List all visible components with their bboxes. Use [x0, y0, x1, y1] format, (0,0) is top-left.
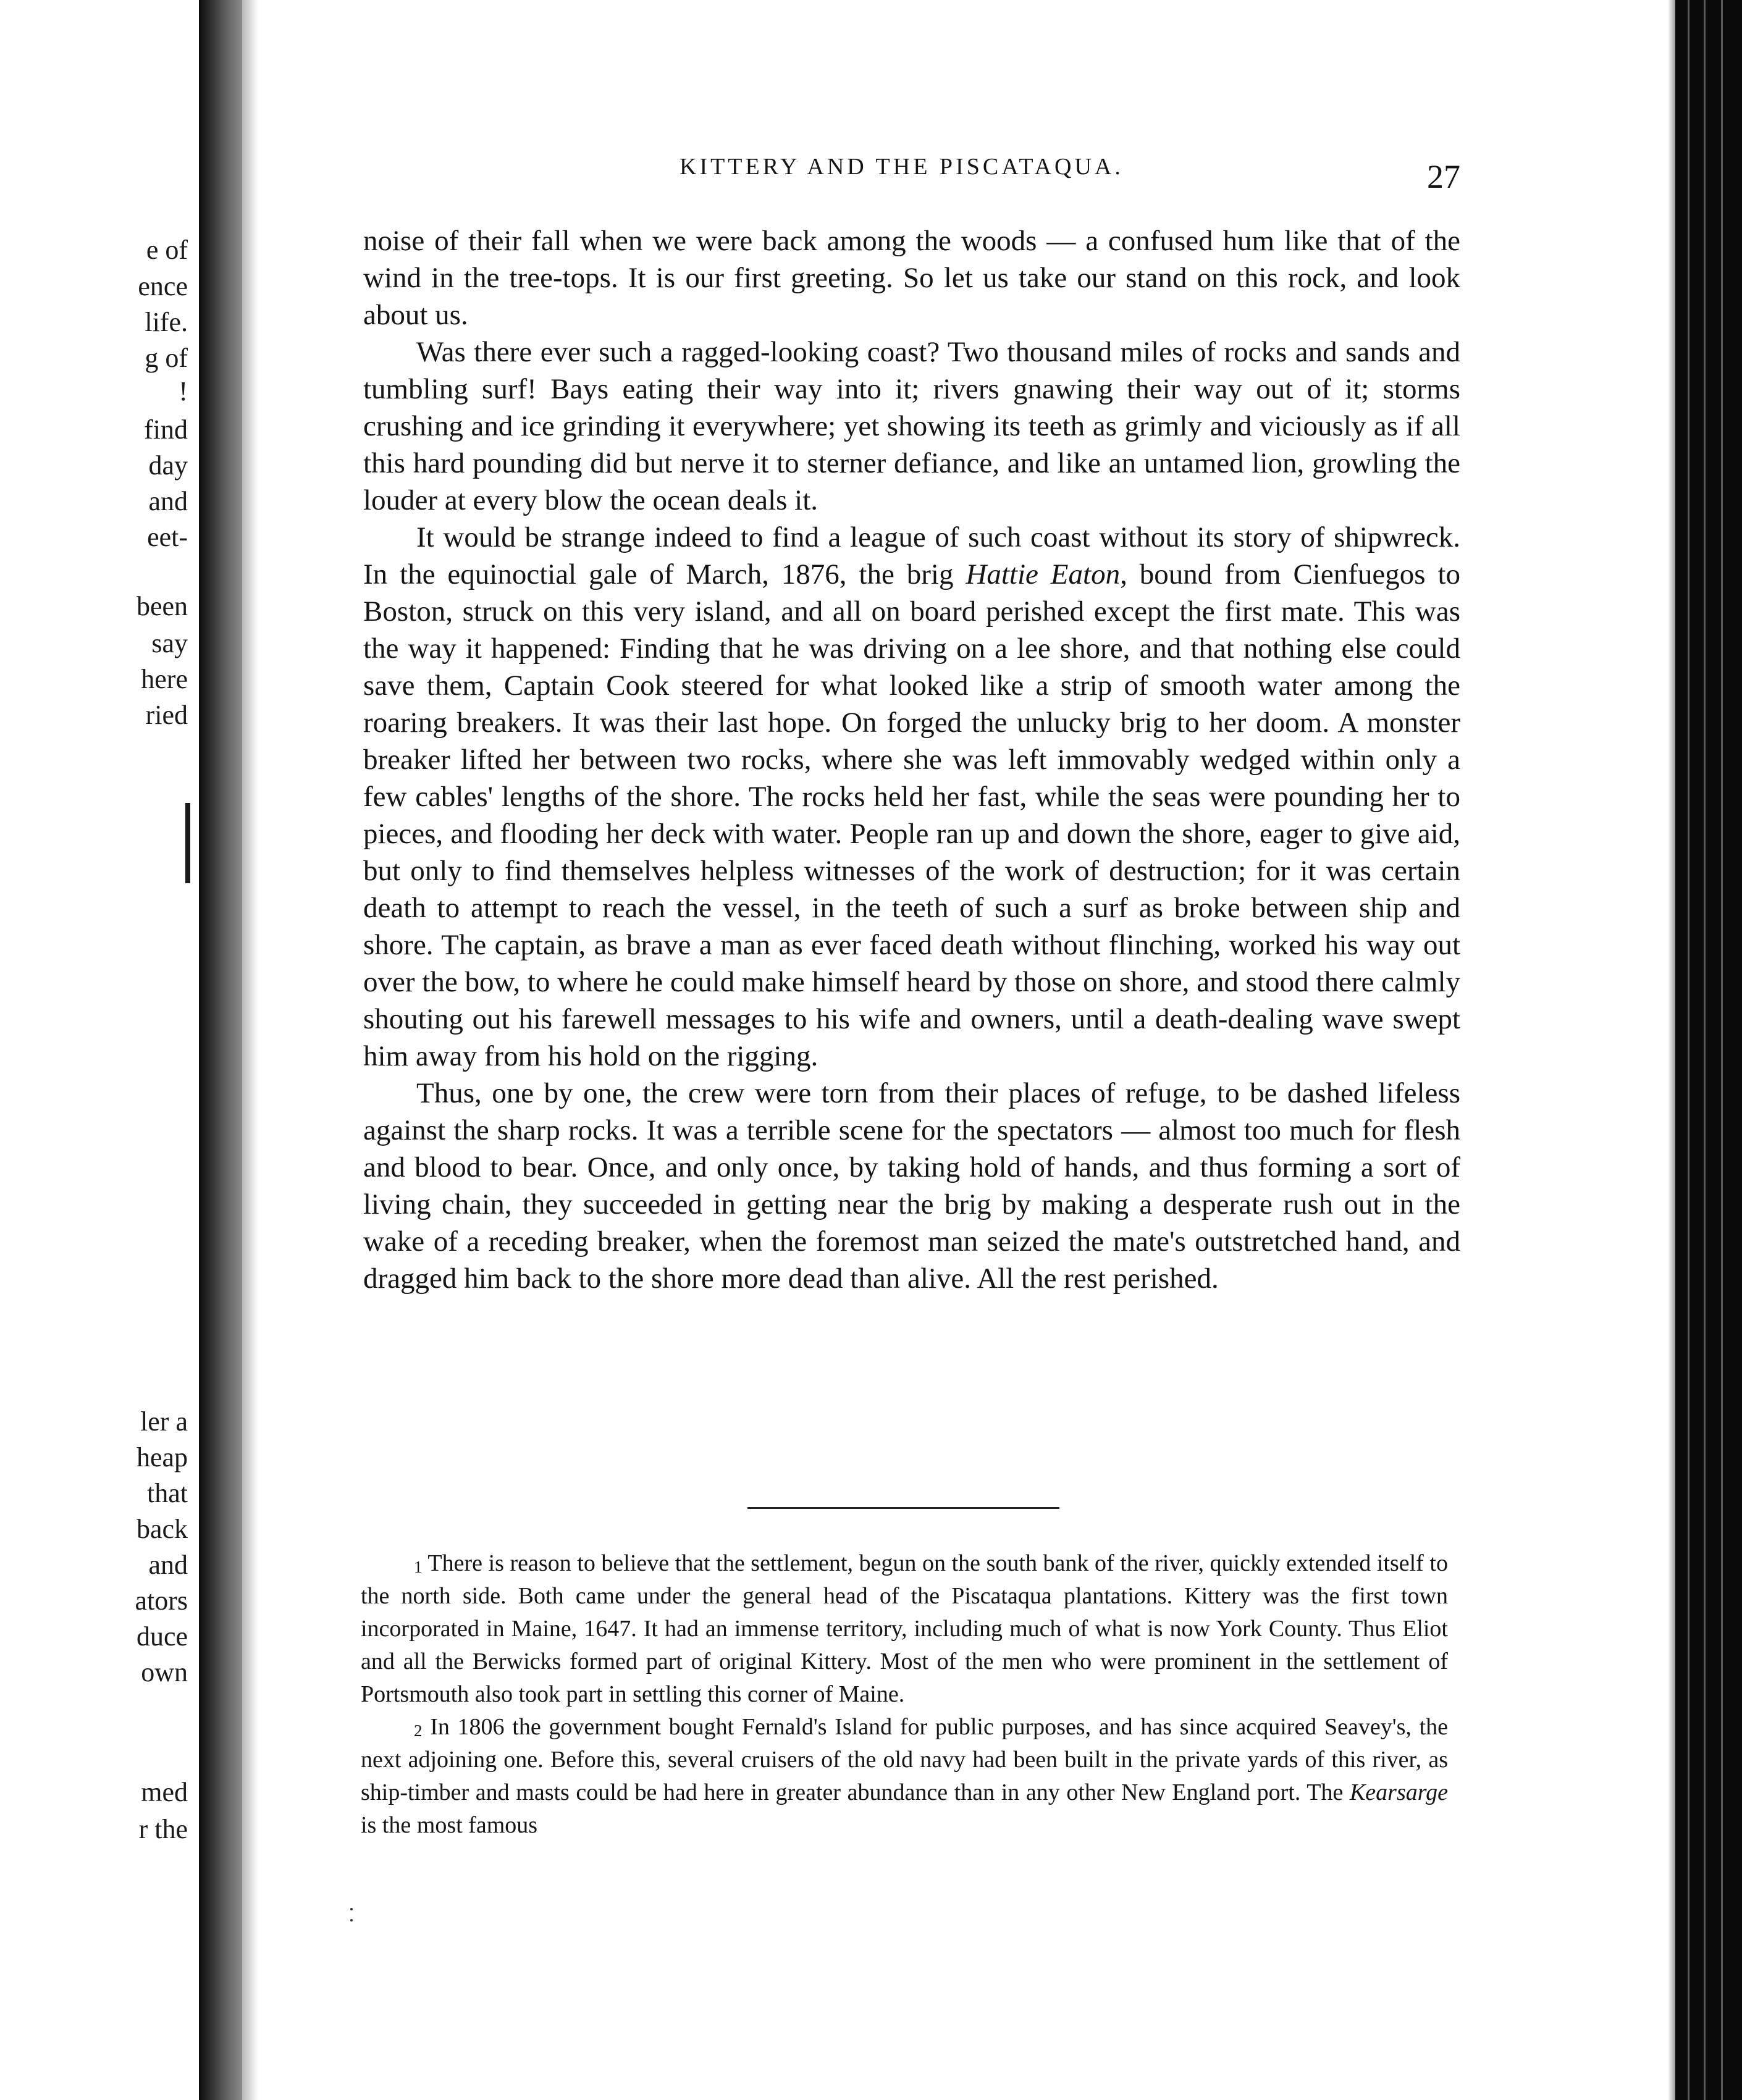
- body-paragraph: [363, 519, 1460, 1075]
- facing-page-fragment: day: [148, 450, 188, 481]
- facing-page-fragment: !: [179, 376, 188, 406]
- facing-page-bracket-mark: [185, 803, 190, 883]
- text-run: is the most famous: [361, 1812, 538, 1838]
- italic-ship-name: Kearsarge: [1349, 1779, 1448, 1805]
- facing-page-fragment: med: [141, 1777, 188, 1807]
- footnote-marker: 2: [414, 1721, 423, 1740]
- text-run: Thus, one by one, the crew were torn from their places of refuge, to be dashed lifeless against the sharp rocks. It was a terrible scene for the spectators — almost too much for flesh and blood to bear. Once, and only once, by taking hold of hands, and thus forming a sort of living chain, they succeeded in getting near the brig by making a desperate rush out in the wake of a receding breaker, when the foremost man seized the mate's outstretched hand, and dragged him back to the shore more dead than alive. All the rest perished.: [363, 1077, 1460, 1295]
- scan-speck: [349, 1905, 354, 1924]
- footnotes: [361, 1547, 1448, 1842]
- text-run: noise of their fall when we were back among the woods — a confused hum like that of the wind in the tree-tops. It is our first greeting. So let us take our stand on this rock, and look about us.: [363, 225, 1460, 331]
- facing-page-fragment: ence: [138, 271, 188, 301]
- facing-page: [0, 0, 199, 2100]
- facing-page-fragment: here: [141, 664, 188, 694]
- body-text: [363, 222, 1460, 1297]
- footnote: [361, 1547, 1448, 1711]
- facing-page-fragment: that: [147, 1478, 188, 1508]
- facing-page-fragment: heap: [136, 1442, 188, 1472]
- body-paragraph: [363, 1075, 1460, 1297]
- facing-page-fragment: ators: [135, 1586, 188, 1616]
- facing-page-fragment: e of: [146, 235, 188, 265]
- facing-page-fragment: life.: [145, 307, 188, 337]
- text-run: Was there ever such a ragged-looking coast? Two thousand miles of rocks and sands and tumbling surf! Bays eating their way into it; rivers gnawing their way out of it; storms crushing and ice grinding it everywhere; yet showing its teeth as grimly and viciously as if all this hard pounding did but nerve it to sterner defiance, and like an untamed lion, growling the louder at every blow the ocean deals it.: [363, 336, 1460, 516]
- facing-page-fragment: been: [136, 591, 188, 621]
- facing-page-fragment: eet-: [147, 522, 188, 552]
- fore-edge-line: [1688, 0, 1689, 2100]
- facing-page-fragment: r the: [138, 1814, 188, 1844]
- facing-page-fragment: and: [148, 486, 188, 516]
- facing-page-fragment: and: [148, 1550, 188, 1580]
- italic-ship-name: Hattie Eaton: [966, 558, 1121, 590]
- facing-page-fragment: back: [136, 1514, 188, 1544]
- running-head: KITTERY AND THE PISCATAQUA.: [680, 154, 1124, 180]
- fore-edge-line: [1704, 0, 1706, 2100]
- facing-page-text-fragments: [0, 0, 199, 2100]
- body-paragraph: [363, 222, 1460, 334]
- facing-page-fragment: g of: [145, 343, 188, 373]
- page-number: 27: [1427, 158, 1460, 195]
- facing-page-fragment: say: [151, 628, 188, 658]
- facing-page-fragment: ried: [145, 700, 188, 730]
- text-run: There is reason to believe that the settlement, begun on the south bank of the river, quickly extended itself to the north side. Both came under the general head of the Piscataqua plantations. Kittery was the first town incorporated in Maine, 1647. It had an immense territory, including much of what is now York County. Thus Eliot and all the Berwicks formed part of original Kittery. Most of the men who were prominent in the settlement of Portsmouth also took part in settling this corner of Maine.: [361, 1550, 1448, 1707]
- facing-page-fragment: find: [144, 414, 188, 445]
- body-paragraph: [363, 334, 1460, 519]
- text-run: It would be strange indeed to find a league of such coast without its story of shipwreck. In the equinoctial gale of March, 1876, the brig: [363, 521, 1460, 590]
- right-scan-border: [1675, 0, 1742, 2100]
- facing-page-fragment: own: [141, 1657, 188, 1687]
- book-gutter: [199, 0, 242, 2100]
- footnote: [361, 1711, 1448, 1842]
- footnote-marker: 1: [414, 1558, 423, 1576]
- footnote-separator-rule: [747, 1507, 1059, 1509]
- gutter-shadow: [242, 0, 258, 2100]
- text-run: In 1806 the government bought Fernald's Island for public purposes, and has since acquired Seavey's, the next adjoining one. Before this, several cruisers of the old navy had been built in the private yards of this river, as ship-timber and masts could be had here in greater abundance than in any other New England port. The: [361, 1714, 1448, 1805]
- facing-page-fragment: ler a: [140, 1406, 188, 1437]
- page-edge-shadow: [1668, 0, 1675, 2100]
- facing-page-fragment: duce: [136, 1621, 188, 1652]
- fore-edge-line: [1721, 0, 1723, 2100]
- text-run: , bound from Cienfuegos to Boston, struck on this very island, and all on board perished except the first mate. This was the way it happened: Finding that he was driving on a lee shore, and that nothing else could save them, Captain Cook steered for what looked like a strip of smooth water among the roaring breakers. It was their last hope. On forged the unlucky brig to her doom. A monster breaker lifted her between two rocks, where she was left immovably wedged within only a few cables' lengths of the shore. The rocks held her fast, while the seas were pounding her to pieces, and flooding her deck with water. People ran up and down the shore, eager to give aid, but only to find themselves helpless witnesses of the work of destruction; for it was certain death to attempt to reach the vessel, in the teeth of such a surf as broke between ship and shore. The captain, as brave a man as ever faced death without flinching, worked his way out over the bow, to where he could make himself heard by those on shore, and stood there calmly shouting out his farewell messages to his wife and owners, until a death-dealing wave swept him away from his hold on the rigging.: [363, 558, 1461, 1072]
